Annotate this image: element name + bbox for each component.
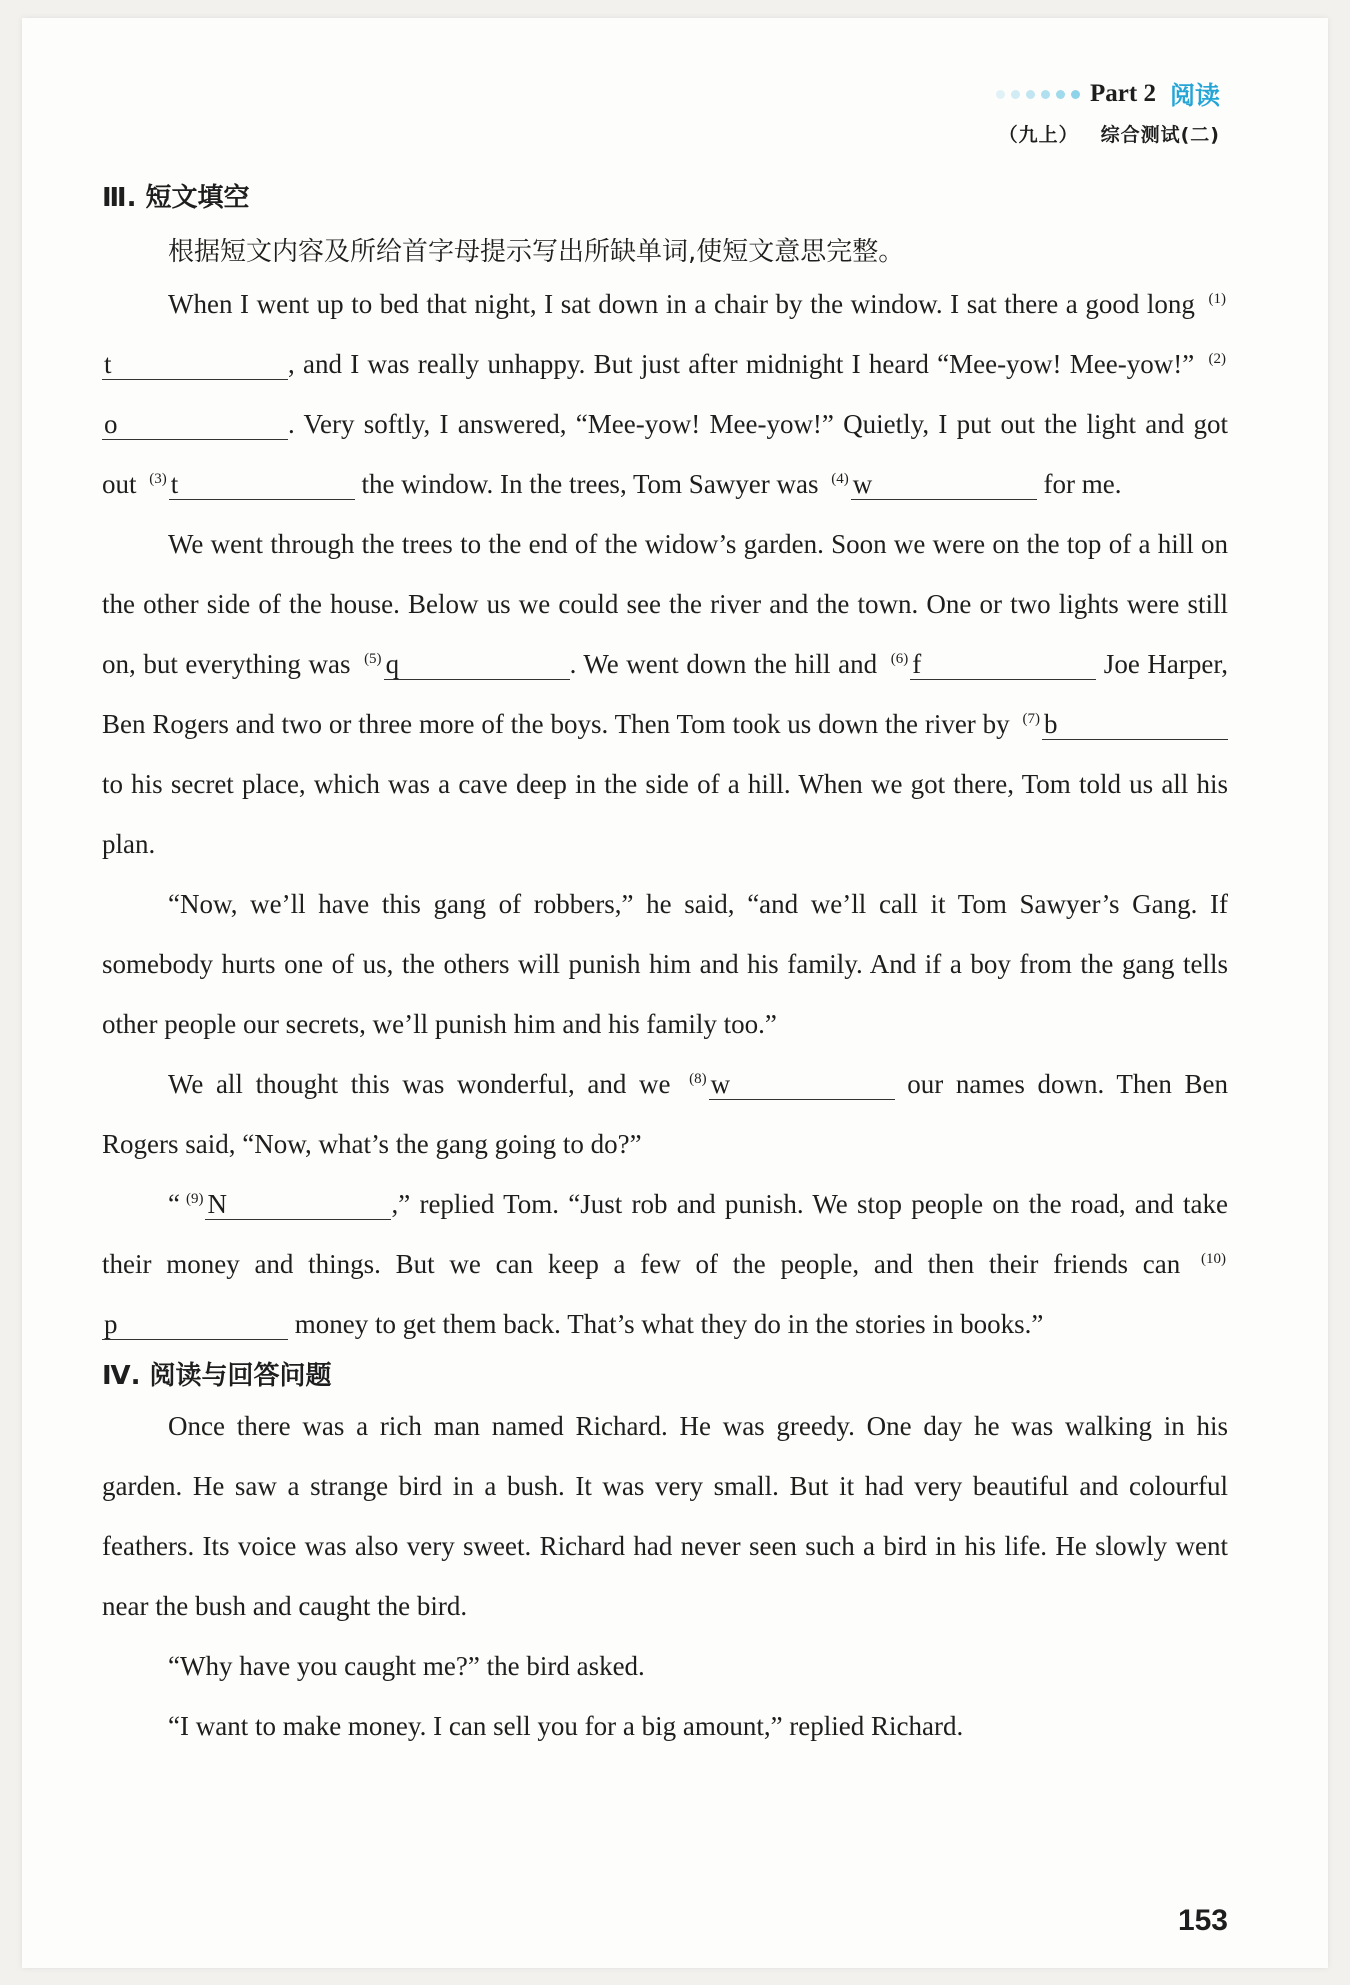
- blank-6[interactable]: f: [910, 649, 1096, 680]
- paragraph-7: “Why have you caught me?” the bird asked.: [168, 1651, 645, 1681]
- page-header: [996, 76, 1220, 147]
- part-title: 阅读: [1169, 81, 1220, 110]
- paragraph-1: When I went up to bed that night, I sat down in a chair by the window. I sat there a good long $^{(1)}$t , and I was really unhappy. But just after midnight I heard “Mee-yow! Mee-yow!” $^{(2)}$o . Very softly, I answered, “Mee-yow! Mee-yow!” Quietly, I put out the light and got out $^{(3)}$ t the window. In the trees, Tom Sawyer was $^{(4)}$ w for me.: [102, 289, 1228, 499]
- blank-number: (7): [1022, 711, 1040, 727]
- section-3-instruction: 根据短文内容及所给首字母提示写出所缺单词,使短文意思完整。: [168, 237, 905, 267]
- section-4-title: Ⅳ. 阅读与回答问题: [102, 1361, 332, 1391]
- test-label: 综合测试(二): [1100, 124, 1220, 146]
- blank-number: (3): [149, 471, 167, 487]
- paragraph-5: “ $^{(9)}$ N ,” replied Tom. “Just rob and punish. We stop people on the road, and take their money and things. But we can keep a few of the people, and then their friends can $^{(10)}$p money to get them back. That’s what they do in the stories in books.”: [102, 1189, 1228, 1339]
- blank-3[interactable]: t: [169, 469, 355, 500]
- paragraph-8: “I want to make money. I can sell you for a big amount,” replied Richard.: [168, 1711, 964, 1741]
- page-number: 153: [1177, 1904, 1228, 1937]
- paragraph-4: We all thought this was wonderful, and we $^{(8)}$ w our names down. Then Ben Rogers said, “Now, what’s the gang going to do?”: [102, 1069, 1228, 1159]
- blank-1[interactable]: t: [102, 349, 288, 380]
- blank-number: (10): [1201, 1251, 1226, 1267]
- blank-number: (5): [364, 651, 382, 667]
- blank-number: (2): [1208, 351, 1226, 367]
- blank-4[interactable]: w: [851, 469, 1037, 500]
- blank-5[interactable]: q: [384, 649, 570, 680]
- paragraph-6: Once there was a rich man named Richard. He was greedy. One day he was walking in his garden. He saw a strange bird in a bush. It was very small. But it had very beautiful and colourful feathers. Its voice was also very sweet. Richard had never seen such a bird in his life. He slowly went near the bush and caught the bird.: [102, 1411, 1228, 1621]
- blank-10[interactable]: p: [102, 1309, 288, 1340]
- blank-9[interactable]: N: [205, 1189, 391, 1220]
- page: [22, 18, 1328, 1968]
- paragraph-3: “Now, we’ll have this gang of robbers,” he said, “and we’ll call it Tom Sawyer’s Gang. If somebody hurts one of us, the others will punish him and his family. And if a boy from the gang tells other people our secrets, we’ll punish him and his family too.”: [102, 889, 1228, 1039]
- blank-number: (9): [185, 1191, 204, 1207]
- paragraph-2: We went through the trees to the end of the widow’s garden. Soon we were on the top of a hill on the other side of the house. Below us we could see the river and the town. One or two lights were still on, but everything was $^{(5)}$ q . We went down the hill and $^{(6)}$ f Joe Harper, Ben Rogers and two or three more of the boys. Then Tom took us down the river by $^{(7)}$ b to his secret place, which was a cave deep in the side of a hill. When we got there, Tom told us all his plan.: [102, 529, 1229, 859]
- blank-7[interactable]: b: [1042, 709, 1228, 740]
- blank-number: (6): [890, 651, 909, 667]
- header-line-part: [996, 76, 1220, 112]
- blank-8[interactable]: w: [709, 1069, 895, 1100]
- section-3-title: Ⅲ. 短文填空: [102, 183, 250, 213]
- part-label: Part 2: [1090, 80, 1156, 107]
- blank-number: (4): [831, 471, 849, 487]
- grade-label: （九上）: [998, 124, 1079, 146]
- blank-number: (8): [689, 1071, 707, 1087]
- main-content: [102, 178, 1228, 1756]
- decorative-dots-icon: [996, 90, 1080, 99]
- header-line-test: [996, 120, 1220, 147]
- blank-2[interactable]: o: [102, 409, 288, 440]
- blank-number: (1): [1208, 291, 1226, 307]
